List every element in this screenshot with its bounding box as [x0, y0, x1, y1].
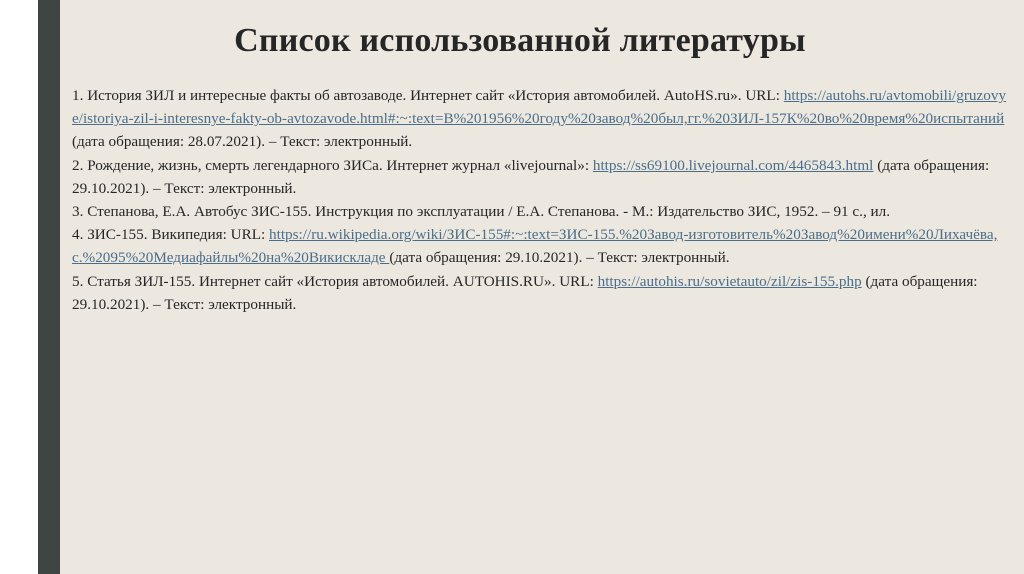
reference-text: (дата обращения: 28.07.2021). – Текст: электронный. [72, 133, 413, 151]
reference-text: 4. ЗИС-155. Википедия: URL: [72, 226, 270, 244]
accent-bar [38, 0, 60, 574]
reference-item [72, 223, 1007, 269]
reference-text: 1. История ЗИЛ и интересные факты об автозаводе. Интернет сайт «История автомобилей. AutoHS.ru». URL: [72, 87, 784, 104]
reference-link[interactable]: https://ss69100.livejournal.com/4465843.html [592, 156, 874, 174]
reference-link[interactable]: https://ru.wikipedia.org/wiki/ЗИС-155#:~:text=ЗИС-155.%20Завод-изготовитель%20Завод%20имени%20Лихачёва,с.%2095%20Медиафайлы%20на%20Викискладе [72, 226, 998, 267]
reference-text: (дата обращения: 29.10.2021). – Текст: электронный. [72, 156, 990, 197]
reference-text: 3. Степанова, Е.А. Автобус ЗИС-155. Инструкция по эксплуатации / Е.А. Степанова. - М.: Издательство ЗИС, 1952. – 91 с., ил. [72, 203, 891, 221]
reference-link[interactable]: https://autohis.ru/sovietauto/zil/zis-155.php [597, 272, 862, 290]
reference-text: (дата обращения: 29.10.2021). – Текст: электронный. [72, 272, 978, 313]
reference-link[interactable]: https://autohs.ru/avtomobili/gruzovye/istoriya-zil-i-interesnye-fakty-ob-avtozavode.html#:~:text=В%201956%20году%20завод%20был,гг.%20ЗИЛ-157К%20во%20время%20испытаний [72, 87, 1007, 128]
reference-list [72, 84, 1007, 316]
reference-item [72, 270, 1007, 316]
reference-item [72, 200, 1007, 223]
reference-text: 2. Рождение, жизнь, смерть легендарного ЗИСа. Интернет журнал «livejournal»: [72, 156, 593, 174]
reference-item [72, 84, 1007, 154]
reference-item [72, 154, 1007, 200]
reference-text: (дата обращения: 29.10.2021). – Текст: электронный. [389, 249, 730, 267]
page-title: Список использованной литературы [234, 22, 806, 59]
reference-text: 5. Статья ЗИЛ-155. Интернет сайт «История автомобилей. AUTOHIS.RU». URL: [72, 272, 598, 290]
